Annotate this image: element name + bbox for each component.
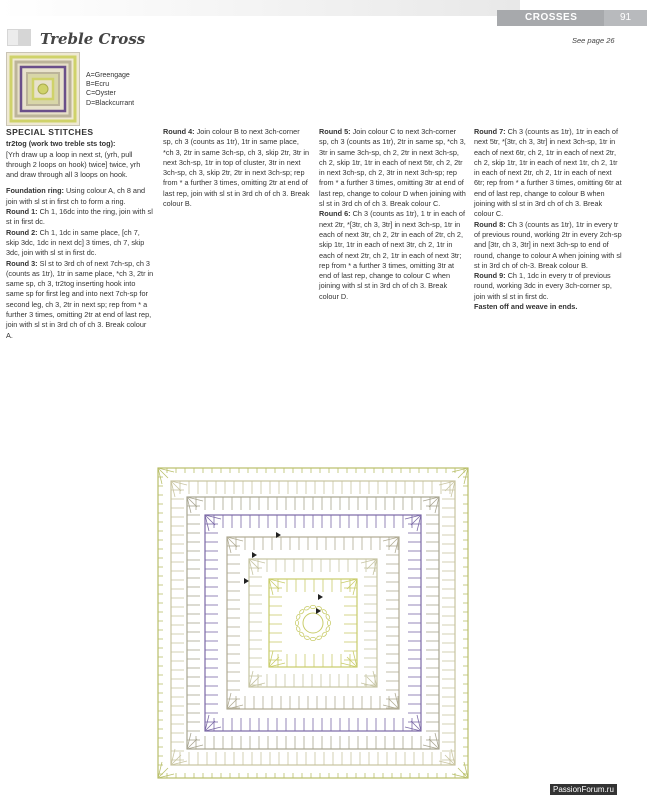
text-column-2 xyxy=(163,127,311,209)
chart-start-arrow xyxy=(316,608,321,614)
chart-chain xyxy=(295,620,298,625)
stitch-text: [Yrh draw up a loop in next st, (yrh, pull through 2 loops on hook) twice] twice, yrh and draw through all 3 loops on hook. xyxy=(6,149,141,180)
chart-chain xyxy=(304,606,310,611)
crochet-chart xyxy=(148,463,478,783)
stitch-name: tr2tog (work two treble sts tog): xyxy=(6,139,116,149)
chart-round-outline xyxy=(249,559,377,687)
chart-chain xyxy=(310,605,315,608)
round-8: Round 8: Ch 3 (counts as 1tr), 1tr in every tr of previous round, working 2tr in every 2ch-sp and [3tr, ch 3, 3tr] in next 3ch-sp to end of round, change to colour A when joining with sl st in 3rd ch of ch-3. Break colour B. xyxy=(474,219,622,270)
text-column-1 xyxy=(6,127,154,341)
chart-chain xyxy=(321,631,327,637)
special-stitches-heading: SPECIAL STITCHES xyxy=(6,127,94,137)
round-9: Round 9: Ch 1, 1dc in every tr of previous round, working 3dc in every 3ch-corner sp, join with sl st in first dc. xyxy=(474,271,612,301)
round-1: Round 1: Ch 1, 16dc into the ring, join with sl st in first dc. xyxy=(6,207,153,227)
round-3: Round 3: Sl st to 3rd ch of next 7ch-sp, ch 3 (counts as 1tr), 1tr in same place, *ch 3, 2tr in same sp, ch 3, tr2tog inserting hook into same sp for first leg and into next 7ch-sp for second leg, ch 3, 2tr in next sp; rep from * a further 3 times, omitting 2tr at end of last rep, join with sl st in 3rd ch of ch 3. Break colour A. xyxy=(6,258,154,340)
round-4: Round 4: Join colour B to next 3ch-corner sp, ch 3 (counts as 1tr), 1tr in same place, *ch 3, 2tr in same 3ch-sp, ch 3, skip 2tr, 3tr in next 3ch-sp, 1tr in top of cluster, 3tr in next 3ch-sp, ch 3, skip 2tr, 2tr in next 3ch-sp; rep from * a further 3 times, omitting 2tr at end of last rep, join with sl st in 3rd ch of ch 3. Break colour B. xyxy=(163,127,310,209)
chart-chain xyxy=(299,631,305,637)
round-5: Round 5: Join colour C to next 3ch-corner sp, ch 3 (counts as 1tr), 2tr in same sp, *ch 3, 3tr in same 3ch-sp, ch 2, 2tr in next 3ch-sp, ch 2, skip 1tr, 1tr in each of next 5tr, ch 2, 2tr in next 3ch-sp, ch 2, 3tr in next 3ch-sp; rep from * a further 3 times, omitting 3tr at end of last rep, change to colour D when joining with sl st in 3rd ch of ch 3. Break colour C. xyxy=(319,127,466,209)
title-marker-icon xyxy=(7,29,31,46)
chart-round-outline xyxy=(187,497,439,749)
legend-item: A=Greengage xyxy=(86,72,130,79)
legend-item: C=Oyster xyxy=(86,90,116,98)
see-page-reference: See page 26 xyxy=(572,36,615,45)
chart-start-arrow xyxy=(318,594,323,600)
chart-chain xyxy=(296,626,301,632)
text-column-4 xyxy=(474,127,622,312)
chart-start-arrow xyxy=(244,578,249,584)
round-2: Round 2: Ch 1, 1dc in same place, [ch 7, skip 3dc, 1dc in next dc] 3 times, ch 7, skip 3dc, join with sl st in first dc. xyxy=(6,227,145,258)
chart-round-outline xyxy=(269,579,357,667)
page-title: Treble Cross xyxy=(40,30,146,48)
chart-foundation-ring xyxy=(303,613,323,633)
colour-legend xyxy=(86,71,134,108)
chart-start-arrow xyxy=(252,552,257,558)
chart-chain xyxy=(321,609,327,615)
chart-chain xyxy=(310,637,315,640)
page-number: 91 xyxy=(604,10,647,26)
chart-chain xyxy=(299,609,305,615)
legend-item: D=Blackcurrant xyxy=(86,99,135,107)
chart-chain xyxy=(327,620,330,625)
round-6: Round 6: Ch 3 (counts as 1tr), 1 tr in each of next 2tr, *[3tr, ch 3, 3tr] in next 3ch-sp, 1tr in each of next 3tr, ch 2, 2tr in each of 2tr, ch 2, skip 1tr, 1tr in each of next 3tr, ch 2, 1tr in each of next 2tr, ch 2, 1tr in each of next 3tr; rep from * a further 3 times, omitting 3tr at end of last rep, change to colour C when joining with sl st in 3rd ch of ch 3. Break colour D. xyxy=(319,209,465,301)
motif-photo xyxy=(6,52,80,126)
foundation-ring: Foundation ring: Using colour A, ch 8 and join with sl st in first ch to form a ring. xyxy=(6,186,146,206)
legend-item: B=Ecru xyxy=(86,81,110,89)
chart-chain xyxy=(325,614,330,620)
chart-chain xyxy=(325,626,330,632)
chart-chain xyxy=(296,614,301,620)
text-column-3 xyxy=(319,127,467,302)
section-label: CROSSES xyxy=(525,12,578,23)
watermark: PassionForum.ru xyxy=(550,784,617,795)
finish-instruction: Fasten off and weave in ends. xyxy=(474,302,578,312)
chart-chain xyxy=(316,635,322,640)
chart-chain xyxy=(304,635,310,640)
round-7: Round 7: Ch 3 (counts as 1tr), 1tr in each of next 5tr, *[3tr, ch 3, 3tr] in next 3ch-sp, 1tr in each of next 6tr, ch 2, 1tr in each of next 2tr, ch 2, skip 1tr, 1tr in each of next 1tr, ch 2, 1tr in each of next 2tr, ch 2, 1tr in each of next 6tr; rep from * a further 3 times, omitting 6tr at end of last rep, change to colour B when joining with sl st in 3rd ch of ch 3. Break colour C. xyxy=(474,127,622,219)
